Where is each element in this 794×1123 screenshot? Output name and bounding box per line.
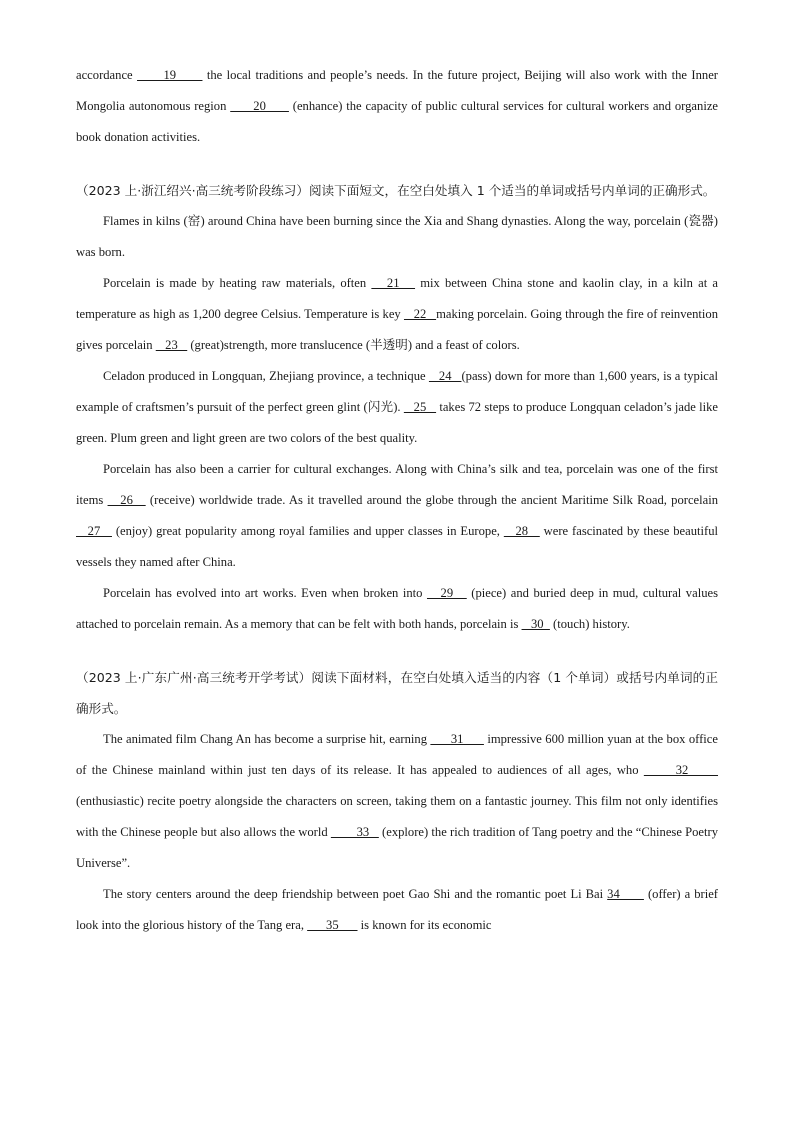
blank-28: 28 (503, 524, 540, 538)
intro-paragraph (76, 60, 718, 153)
text-segment: The animated film Chang An has become a surprise hit, earning (103, 732, 431, 746)
blank-19: 19 (137, 68, 203, 82)
blank-29: 29 (426, 586, 467, 600)
text-segment: (pass) down for more than 1,600 years, is a typical example of craftsmen’s pursuit of the perfect green glint (闪光). (76, 369, 718, 414)
document-page (76, 60, 718, 941)
paragraph (76, 879, 718, 941)
text-segment: (offer) a brief look into the glorious history of the Tang era, (76, 887, 718, 932)
text-segment: making porcelain. Going through the fire of reinvention gives porcelain (76, 307, 719, 352)
text-segment: (enjoy) great popularity among royal families and upper classes in Europe, (111, 524, 504, 538)
text-segment: mix between China stone and kaolin clay, in a kiln at a temperature as high as 1,200 degree Celsius. Temperature is key (76, 276, 719, 321)
blank-33: 33 (330, 825, 379, 839)
text-segment: (great)strength, more translucence (半透明) and a feast of colors. (187, 338, 520, 352)
blank-32: 32 (643, 763, 719, 777)
text-segment: takes 72 steps to produce Longquan celadon’s jade like green. Plum green and light green are two colors of the best quality. (76, 400, 718, 445)
blank-24: 24 (428, 369, 462, 383)
paragraph: Flames in kilns (窑) around China have been burning since the Xia and Shang dynasties. Along the way, porcelain (瓷器) was born. (76, 214, 718, 259)
text-segment: (enthusiastic) recite poetry alongside the characters on screen, taking them on a fantastic journey. This film not only identifies with the Chinese people but also allows the world (76, 794, 718, 839)
section-heading: （2023 上·浙江绍兴·高三统考阶段练习）阅读下面短文，在空白处填入 1 个适当的单词或括号内单词的正确形式。 (76, 183, 716, 198)
blank-23: 23 (155, 338, 188, 352)
text-segment: is known for its economic (357, 918, 492, 932)
text-segment: accordance (76, 68, 138, 82)
text-segment: impressive 600 million yuan at the box office of the Chinese mainland within just ten days of its release. It has appealed to audiences of all ages, who (76, 732, 718, 777)
blank-27: 27 (76, 524, 112, 538)
text-segment: The story centers around the deep friendship between poet Gao Shi and the romantic poet Li Bai (103, 887, 608, 901)
text-segment: (enhance) the capacity of public cultural services for cultural workers and organize book donation activities. (76, 99, 718, 144)
text-segment: the local traditions and people’s needs. In the future project, Beijing will also work with the Inner Mongolia autonomous region (76, 68, 718, 113)
text-segment: (receive) worldwide trade. As it travelled around the globe through the ancient Maritime Silk Road, porcelain (145, 493, 719, 507)
text-segment: (touch) history. (549, 617, 630, 631)
blank-22: 22 (403, 307, 437, 321)
paragraph (76, 361, 718, 454)
blank-20: 20 (230, 99, 289, 113)
blank-35: 35 (307, 918, 358, 932)
blank-34: 34 (607, 887, 644, 901)
text-segment: Porcelain has evolved into art works. Even when broken into (103, 586, 427, 600)
section-heading: （2023 上·广东广州·高三统考开学考试）阅读下面材料，在空白处填入适当的内容（1 个单词）或括号内单词的正确形式。 (76, 670, 718, 716)
paragraph (76, 268, 718, 361)
paragraph (76, 578, 718, 640)
text-segment: Porcelain is made by heating raw materials, often (103, 276, 372, 290)
blank-25: 25 (403, 400, 437, 414)
paragraph (76, 724, 718, 879)
section-zhejiang (76, 175, 718, 640)
blank-31: 31 (430, 732, 484, 746)
text-segment: (explore) the rich tradition of Tang poetry and the “Chinese Poetry Universe”. (76, 825, 719, 870)
text-segment: were fascinated by these beautiful vessels they named after China. (76, 524, 718, 569)
section-guangdong (76, 662, 718, 941)
text-segment: Celadon produced in Longquan, Zhejiang province, a technique (103, 369, 429, 383)
blank-26: 26 (107, 493, 146, 507)
text-segment: (piece) and buried deep in mud, cultural values attached to porcelain remain. As a memory that can be felt with both hands, porcelain is (76, 586, 718, 631)
blank-21: 21 (371, 276, 416, 290)
blank-30: 30 (521, 617, 550, 631)
text-segment: Porcelain has also been a carrier for cultural exchanges. Along with China’s silk and tea, porcelain was one of the first items (76, 462, 718, 507)
paragraph (76, 454, 718, 578)
